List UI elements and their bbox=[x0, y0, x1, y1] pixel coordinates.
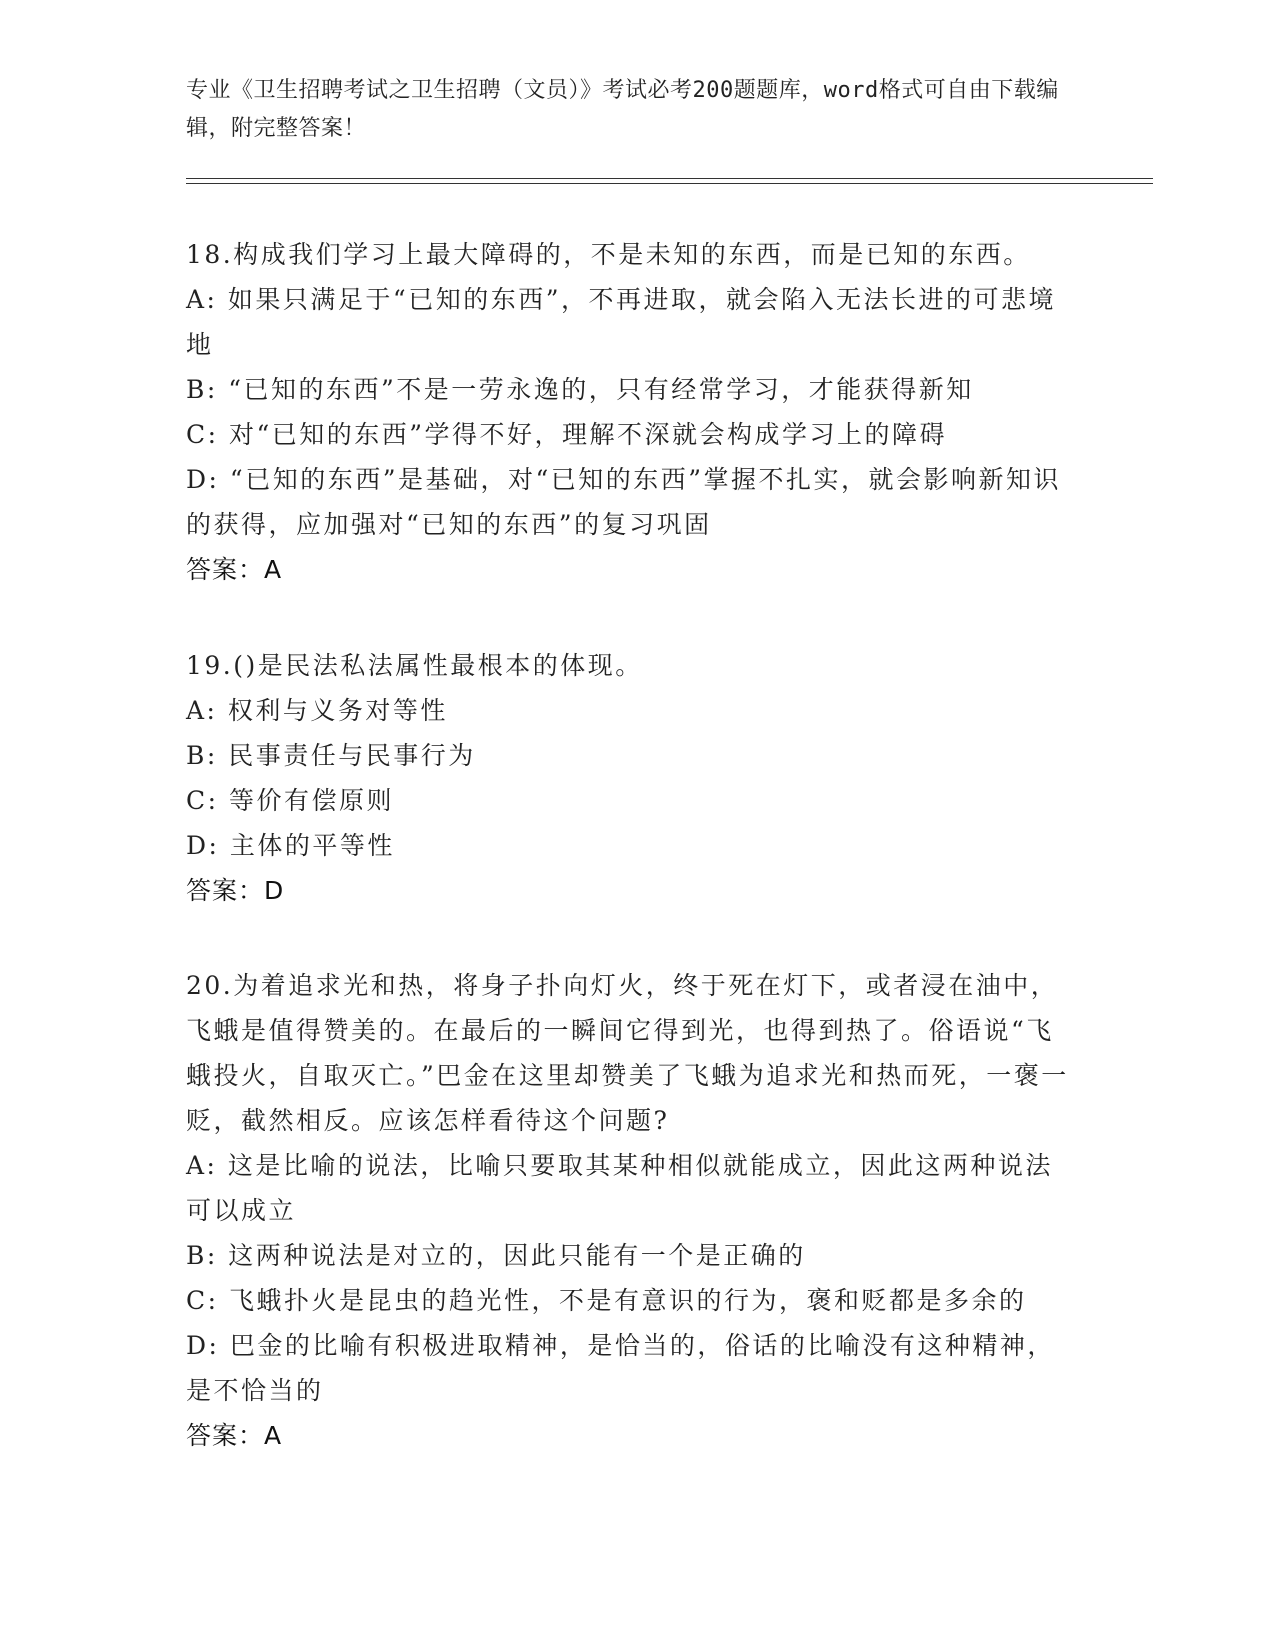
option-b: B: 这两种说法是对立的，因此只能有一个是正确的 bbox=[186, 1241, 806, 1270]
option-b: B: “已知的东西”不是一劳永逸的，只有经常学习，才能获得新知 bbox=[186, 375, 974, 404]
question-20 bbox=[186, 963, 1076, 1458]
document-header: 专业《卫生招聘考试之卫生招聘（文员）》考试必考200题题库，word格式可自由下载编辑，附完整答案！ bbox=[186, 78, 1059, 141]
question-stem: 20.为着追求光和热，将身子扑向灯火，终于死在灯下，或者浸在油中，飞蛾是值得赞美的。在最后的一瞬间它得到光，也得到热了。俗语说“飞蛾投火，自取灭亡。”巴金在这里却赞美了飞蛾为追求光和热而死，一褒一贬，截然相反。应该怎样看待这个问题? bbox=[186, 971, 1069, 1135]
option-d: D: “已知的东西”是基础，对“已知的东西”掌握不扎实，就会影响新知识的获得，应加强对“已知的东西”的复习巩固 bbox=[186, 465, 1062, 539]
option-c: C: 对“已知的东西”学得不好，理解不深就会构成学习上的障碍 bbox=[186, 420, 948, 449]
answer-label: 答案：A bbox=[186, 1421, 283, 1450]
option-d: D: 主体的平等性 bbox=[186, 831, 395, 860]
option-c: C: 飞蛾扑火是昆虫的趋光性，不是有意识的行为，褒和贬都是多余的 bbox=[186, 1286, 1027, 1315]
option-a: A: 如果只满足于“已知的东西”，不再进取，就会陷入无法长进的可悲境地 bbox=[186, 285, 1056, 359]
header-divider-top bbox=[186, 178, 1153, 179]
option-d: D: 巴金的比喻有积极进取精神，是恰当的，俗话的比喻没有这种精神，是不恰当的 bbox=[186, 1331, 1055, 1405]
option-a: A: 权利与义务对等性 bbox=[186, 696, 448, 725]
question-18 bbox=[186, 232, 1076, 592]
question-stem: 19.()是民法私法属性最根本的体现。 bbox=[186, 651, 643, 680]
option-a: A: 这是比喻的说法，比喻只要取其某种相似就能成立，因此这两种说法可以成立 bbox=[186, 1151, 1053, 1225]
answer-label: 答案：A bbox=[186, 555, 283, 584]
option-b: B: 民事责任与民事行为 bbox=[186, 741, 476, 770]
option-c: C: 等价有偿原则 bbox=[186, 786, 394, 815]
header-divider-bottom bbox=[186, 183, 1153, 184]
question-stem: 18.构成我们学习上最大障碍的，不是未知的东西，而是已知的东西。 bbox=[186, 240, 1031, 269]
question-19 bbox=[186, 643, 1076, 913]
answer-label: 答案：D bbox=[186, 876, 285, 905]
